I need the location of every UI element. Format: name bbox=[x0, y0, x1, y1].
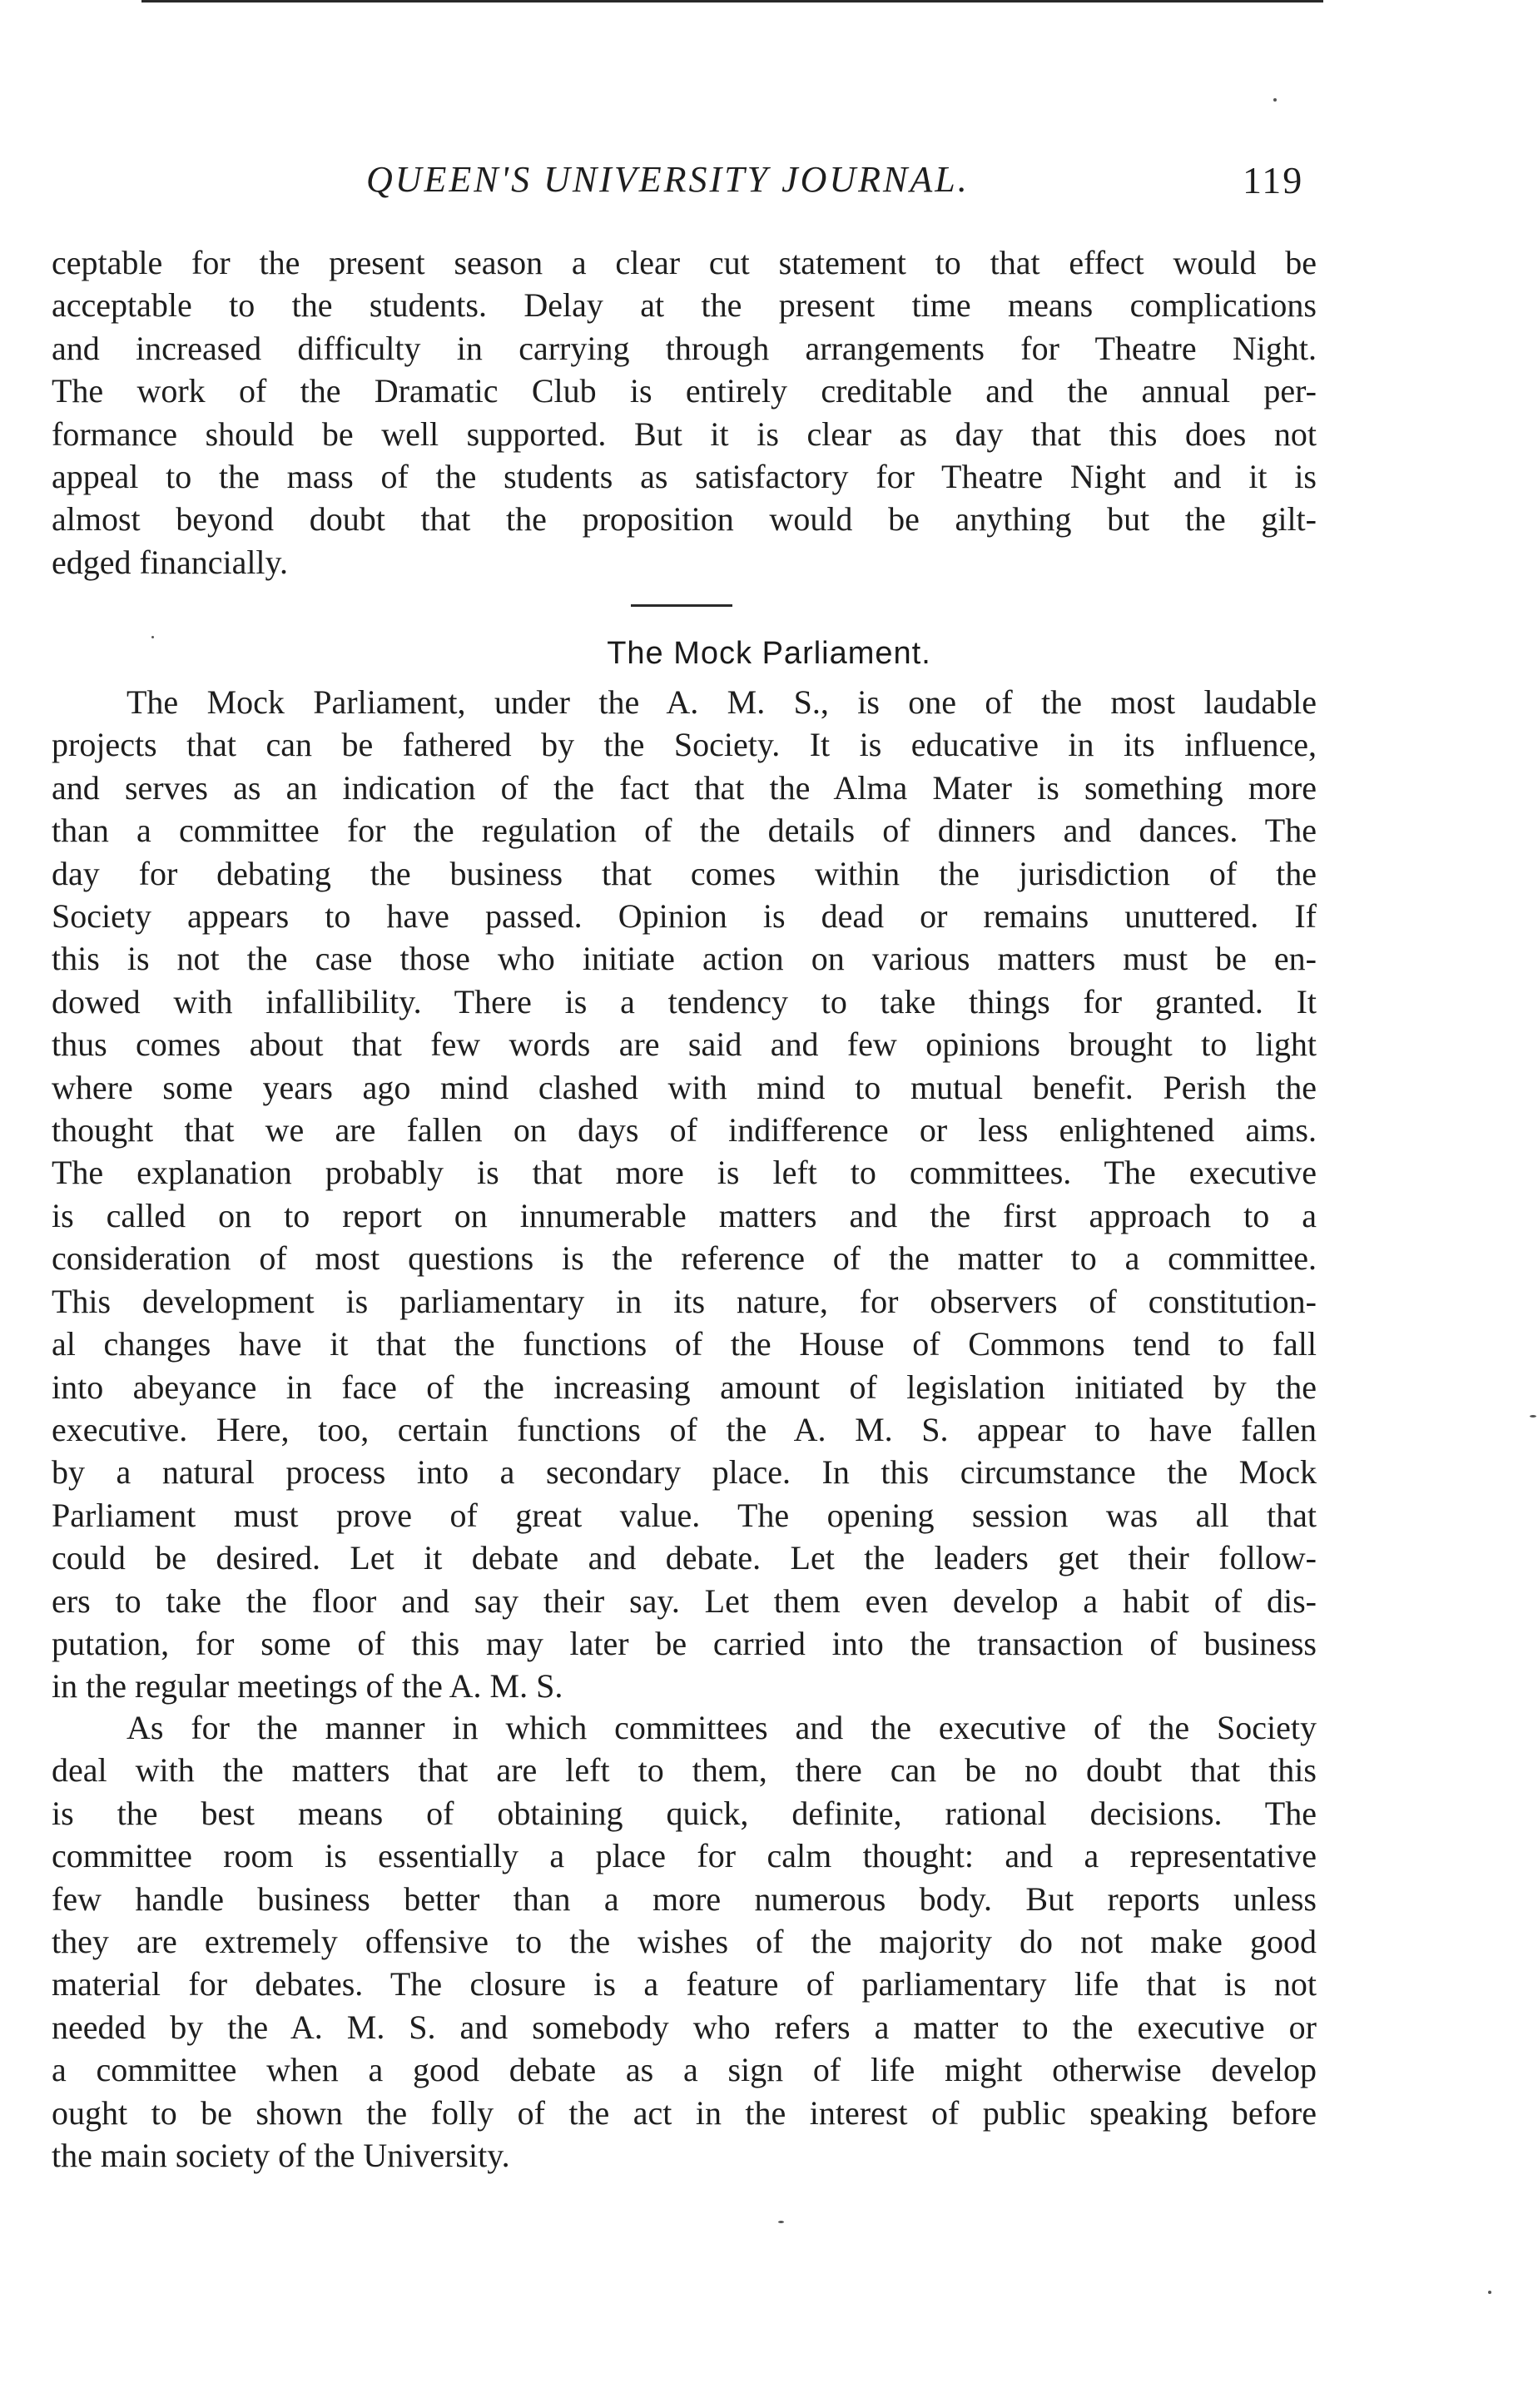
section-heading: The Mock Parliament. bbox=[607, 636, 931, 671]
text-line: deal with the matters that are left to them, there can be no doubt that this bbox=[52, 1751, 1317, 1790]
text-line: they are extremely offensive to the wishes of the majority do not make good bbox=[52, 1923, 1317, 1961]
page-number: 119 bbox=[1243, 159, 1304, 201]
text-line: appeal to the mass of the students as satisfactory for Theatre Night and it is bbox=[52, 458, 1317, 496]
text-line: consideration of most questions is the reference of the matter to a committee. bbox=[52, 1239, 1317, 1278]
running-head bbox=[0, 158, 1538, 216]
text-line: a committee when a good debate as a sign of life might otherwise develop bbox=[52, 2051, 1317, 2089]
text-line: putation, for some of this may later be carried into the transaction of business bbox=[52, 1624, 1317, 1662]
text-line: and serves as an indication of the fact that the Alma Mater is something more bbox=[52, 768, 1317, 807]
text-line: ceptable for the present season a clear cut statement to that effect would be bbox=[52, 244, 1317, 281]
scan-speck bbox=[1273, 98, 1277, 102]
scan-speck bbox=[1530, 1415, 1536, 1417]
text-line: The Mock Parliament, under the A. M. S., is one of the most laudable bbox=[127, 683, 1317, 721]
paragraph-committees bbox=[52, 1706, 1317, 2177]
text-line: into abeyance in face of the increasing amount of legislation initiated by the bbox=[52, 1368, 1317, 1406]
journal-title: QUEEN'S UNIVERSITY JOURNAL. bbox=[366, 159, 970, 200]
text-line: thought that we are fallen on days of indifference or less enlightened aims. bbox=[52, 1111, 1317, 1149]
text-line: by a natural process into a secondary place. In this circumstance the Mock bbox=[52, 1453, 1317, 1492]
text-line: this is not the case those who initiate action on various matters must be en- bbox=[52, 940, 1317, 978]
text-line: few handle business better than a more numerous body. But reports unless bbox=[52, 1879, 1317, 1918]
text-line: projects that can be fathered by the Society. It is educative in its influence, bbox=[52, 726, 1317, 764]
text-line: committee room is essentially a place for calm thought: and a representative bbox=[52, 1837, 1317, 1875]
text-line: Society appears to have passed. Opinion is dead or remains unuttered. If bbox=[52, 897, 1317, 936]
text-line: and increased difficulty in carrying through arrangements for Theatre Night. bbox=[52, 329, 1317, 367]
section-divider bbox=[631, 604, 732, 607]
text-line: in the regular meetings of the A. M. S. bbox=[52, 1667, 563, 1705]
text-line: al changes have it that the functions of the House of Commons tend to fall bbox=[52, 1325, 1317, 1363]
text-line: acceptable to the students. Delay at the present time means complications bbox=[52, 286, 1317, 325]
text-line: is called on to report on innumerable matters and the first approach to a bbox=[52, 1196, 1317, 1234]
text-line: thus comes about that few words are said and few opinions brought to light bbox=[52, 1025, 1317, 1064]
text-line: day for debating the business that comes within the jurisdiction of the bbox=[52, 854, 1317, 892]
text-line: ought to be shown the folly of the act in the interest of public speaking before bbox=[52, 2093, 1317, 2132]
text-line: edged financially. bbox=[52, 543, 288, 581]
text-line: The work of the Dramatic Club is entirely creditable and the annual per- bbox=[52, 372, 1317, 410]
text-line: the main society of the University. bbox=[52, 2137, 510, 2175]
paragraph-mock-parliament bbox=[52, 681, 1317, 1708]
text-line: where some years ago mind clashed with mind to mutual benefit. Perish the bbox=[52, 1068, 1317, 1106]
text-line: than a committee for the regulation of the details of dinners and dances. The bbox=[52, 812, 1317, 850]
scan-speck bbox=[1488, 2291, 1491, 2294]
scan-speck bbox=[151, 636, 154, 638]
paragraph-continuation bbox=[52, 241, 1317, 583]
text-line: dowed with infallibility. There is a tendency to take things for granted. It bbox=[52, 982, 1317, 1020]
text-line: The explanation probably is that more is left to committees. The executive bbox=[52, 1154, 1317, 1192]
text-line: executive. Here, too, certain functions of the A. M. S. appear to have fallen bbox=[52, 1410, 1317, 1448]
scan-speck bbox=[778, 2221, 784, 2223]
text-line: could be desired. Let it debate and debate. Let the leaders get their follow- bbox=[52, 1539, 1317, 1577]
text-line: This development is parliamentary in its nature, for observers of constitution- bbox=[52, 1282, 1317, 1320]
text-line: almost beyond doubt that the proposition would be anything but the gilt- bbox=[52, 500, 1317, 539]
text-line: Parliament must prove of great value. The opening session was all that bbox=[52, 1496, 1317, 1534]
text-line: As for the manner in which committees and the executive of the Society bbox=[127, 1709, 1317, 1746]
text-line: material for debates. The closure is a feature of parliamentary life that is not bbox=[52, 1965, 1317, 2003]
text-line: is the best means of obtaining quick, definite, rational decisions. The bbox=[52, 1794, 1317, 1832]
top-rule bbox=[141, 0, 1323, 2]
text-line: needed by the A. M. S. and somebody who refers a matter to the executive or bbox=[52, 2008, 1317, 2046]
text-line: formance should be well supported. But it is clear as day that this does not bbox=[52, 415, 1317, 453]
text-line: ers to take the floor and say their say. Let them even develop a habit of dis- bbox=[52, 1581, 1317, 1620]
